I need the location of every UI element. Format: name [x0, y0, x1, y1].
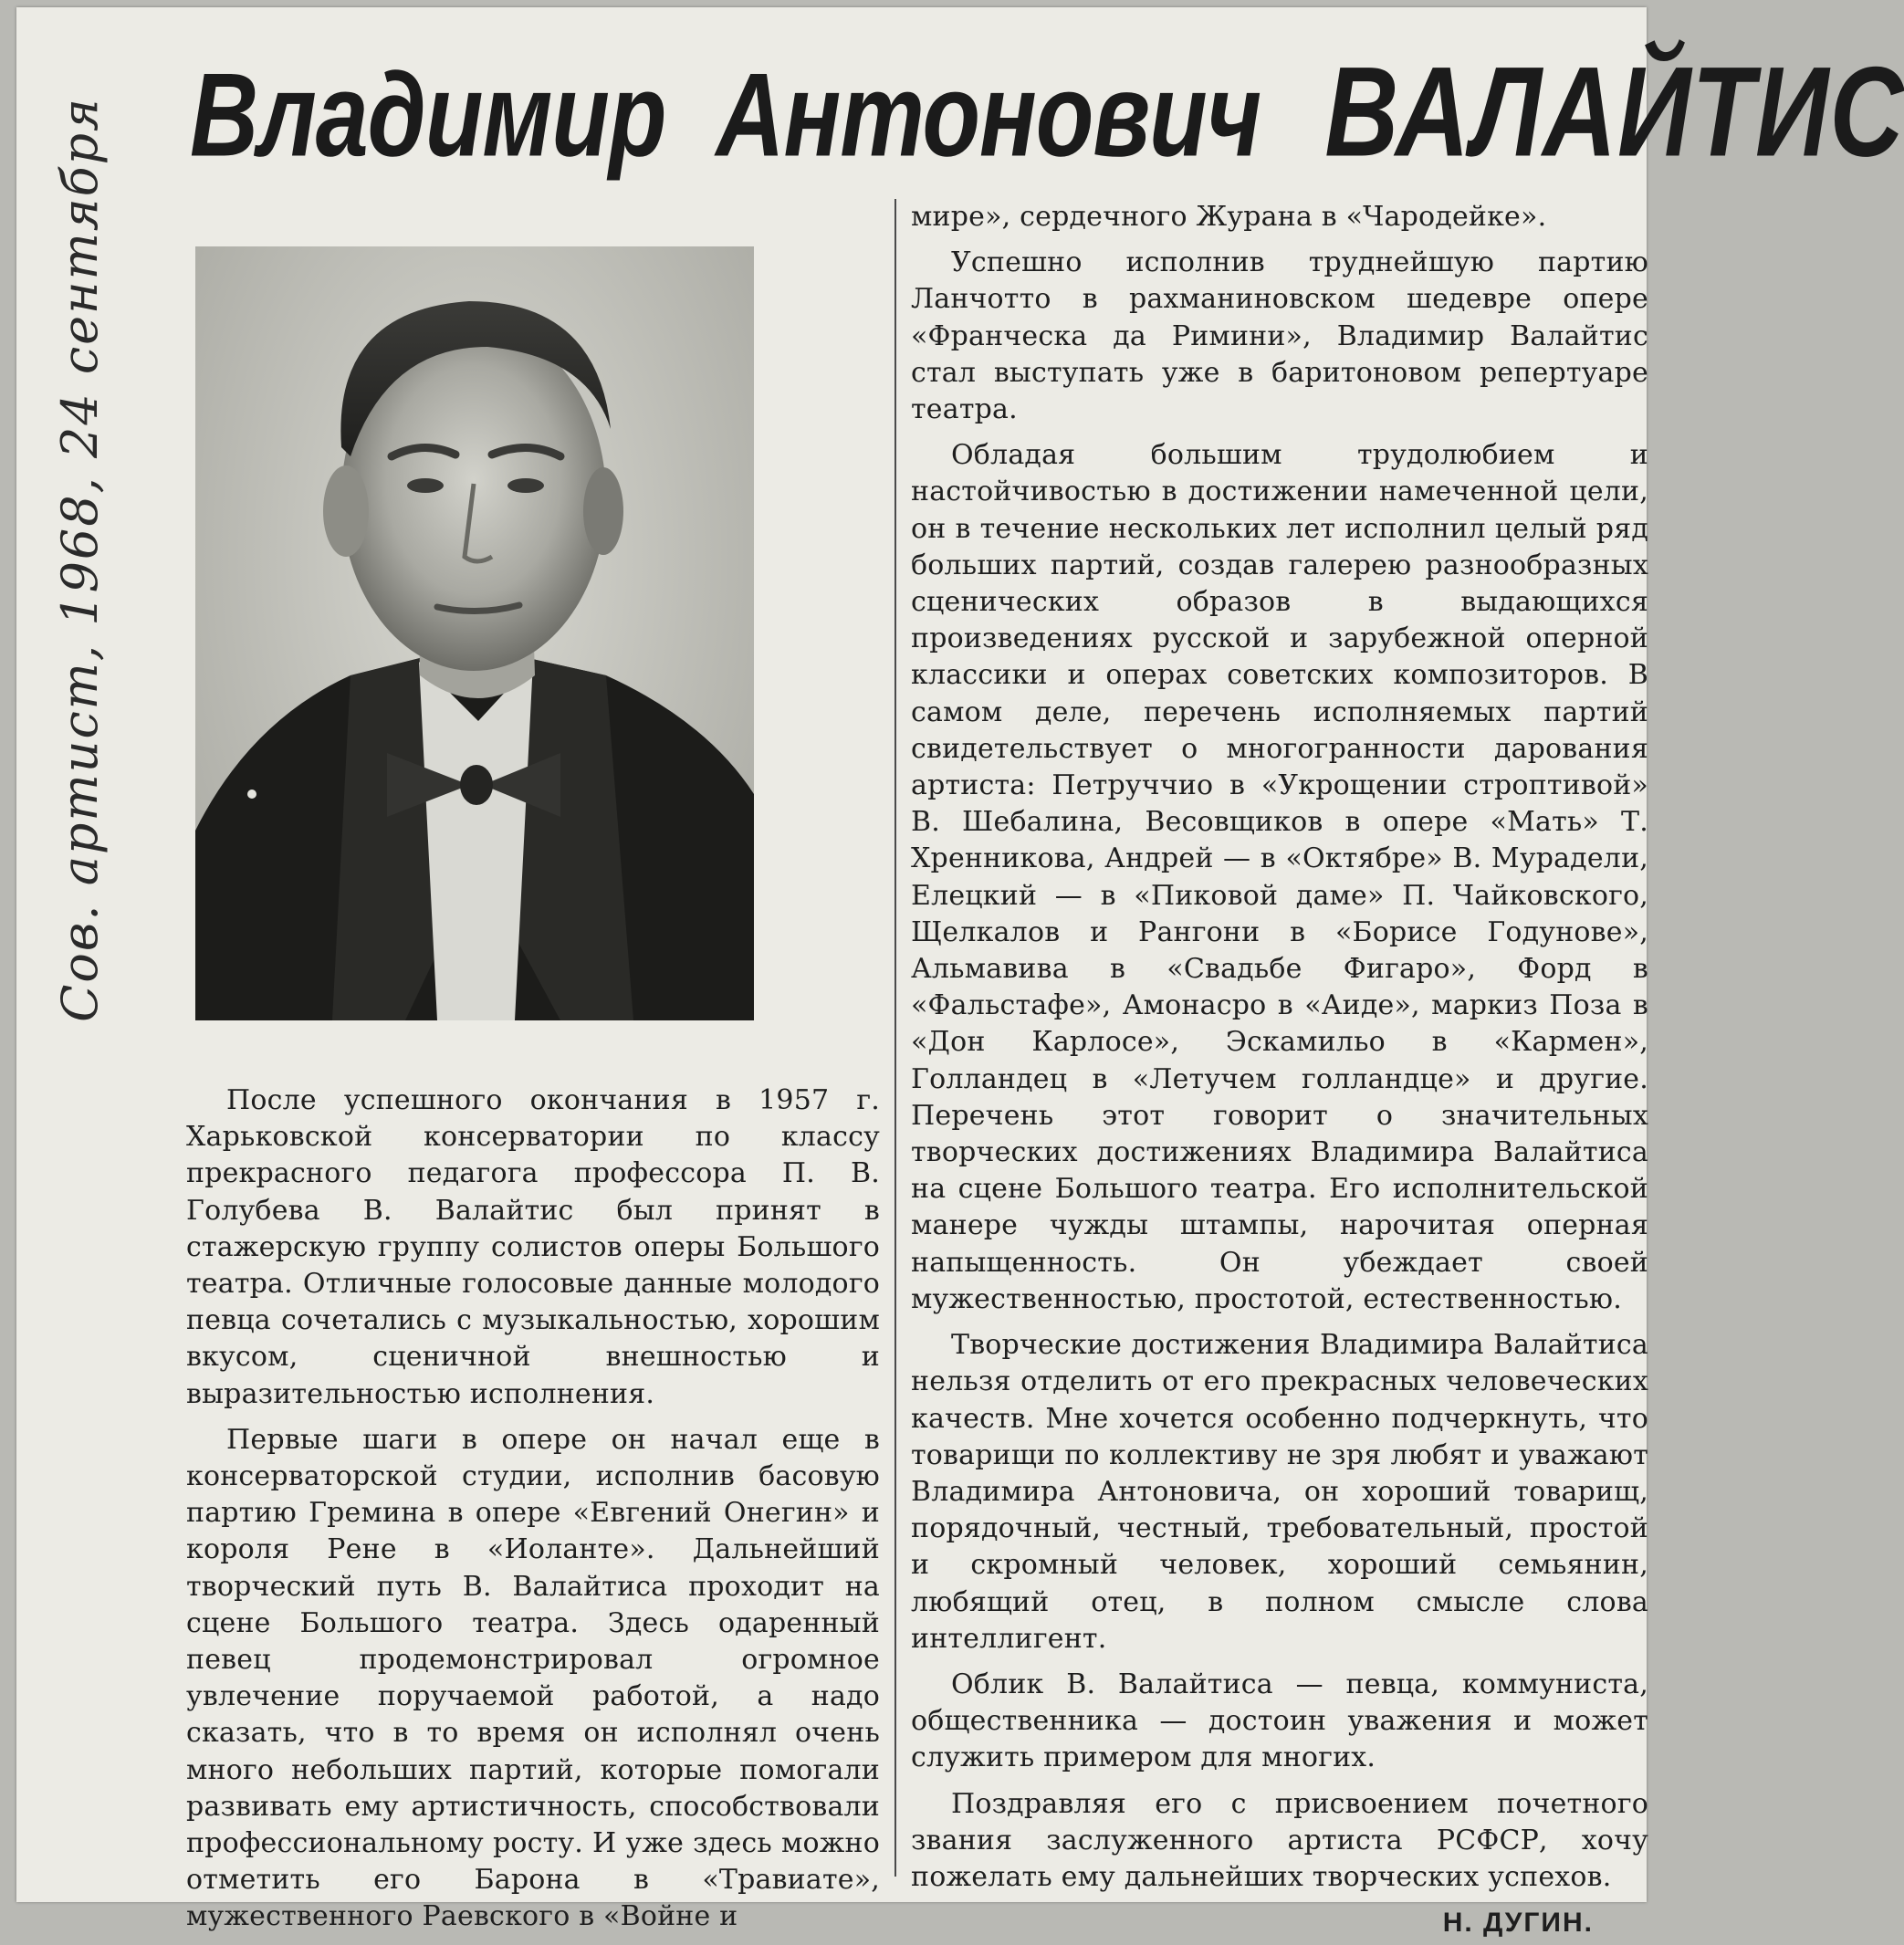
- paragraph: Облик В. Валайтиса — певца, коммуниста, общественника — достоин уважения и может служить примером для многих.: [911, 1668, 1648, 1774]
- left-column: [186, 1082, 880, 1945]
- headline-first-name: Владимир: [190, 49, 666, 183]
- author-signature: Н. ДУГИН.: [1442, 1908, 1594, 1939]
- portrait-photo-icon: [195, 246, 754, 1020]
- column-divider: [894, 199, 896, 1877]
- paragraph: Обладая большим трудолюбием и настойчивостью в достижении намеченной цели, он в течение нескольких лет исполнил целый ряд больших партий, создав галерею разнообразных сценических образов в выдающихся произведениях русской и зарубежной оперной классики и операх советских композиторов. В самом деле, перечень исполняемых партий свидетельствует о многогранности дарования артиста: Петруччио в «Укрощении строптивой» В. Шебалина, Весовщиков в опере «Мать» Т. Хренникова, Андрей — в «Октябре» В. Мурадели, Елецкий — в «Пиковой даме» П. Чайковского, Щелкалов и Рангони в «Борисе Годунове», Альмавива в «Свадьбе Фигаро», Форд в «Фальстафе», Амонасро в «Аиде», маркиз Поза в «Дон Карлосе», Эскамильо в «Кармен», Голландец в «Летучем голландце» и другие. Перечень этот говорит о значительных творческих достижениях Владимира Валайтиса на сцене Большого театра. Его исполнительской манере чужды штампы, нарочитая оперная напыщенность. Он убеждает своей мужественностью, простотой, естественностью.: [911, 439, 1648, 1315]
- paragraph: Первые шаги в опере он начал еще в консерваторской студии, исполнив басовую партию Гремина в опере «Евгений Онегин» и короля Рене в «Иоланте». Дальнейший творческий путь В. Валайтиса проходит на сцене Большого театра. Здесь одаренный певец продемонстрировал огромное увлечение поручаемой работой, а надо сказать, что в то время он исполнял очень много небольших партий, которые помогали развивать ему артистичность, способствовали профессиональному росту. И уже здесь можно отметить его Барона в «Травиате», мужественного Раевского в «Войне и: [186, 1423, 880, 1933]
- paragraph: После успешного окончания в 1957 г. Харьковской консерватории по классу прекрасного педагога профессора П. В. Голубева В. Валайтис был принят в стажерскую группу солистов оперы Большого театра. Отличные голосовые данные молодого певца сочетались с музыкальностью, хорошим вкусом, сценичной внешностью и выразительностью исполнения.: [186, 1084, 880, 1410]
- newspaper-clipping: [16, 7, 1904, 1939]
- paragraph-continuation: мире», сердечного Журана в «Чародейке».: [911, 201, 1547, 233]
- paragraph: Творческие достижения Владимира Валайтиса нельзя отделить от его прекрасных человеческих качеств. Мне хочется особенно подчеркнуть, что товарищи по коллективу не зря любят и уважают Владимира Антоновича, он хороший товарищ, порядочный, честный, требовательный, простой и скромный человек, хороший семьянин, любящий отец, в полном смысле слова интеллигент.: [911, 1329, 1648, 1655]
- right-column: [911, 199, 1648, 1941]
- headline: [190, 16, 1904, 210]
- headline-patronymic: Антонович: [716, 49, 1261, 183]
- paragraph: Поздравляя его с присвоением почетного звания заслуженного артиста РСФСР, хочу пожелать ему дальнейших творческих успехов.: [911, 1787, 1648, 1893]
- headline-last-name: ВАЛАЙТИС: [1324, 40, 1904, 183]
- handwritten-note: Сов. артист, 1968, 24 сентября: [51, 97, 109, 1022]
- portrait-photo: [195, 246, 754, 1020]
- paragraph: Успешно исполнив труднейшую партию Ланчотто в рахманиновском шедевре опере «Франческа да Римини», Владимир Валайтис стал выступать уже в баритоновом репертуаре театра.: [911, 246, 1648, 426]
